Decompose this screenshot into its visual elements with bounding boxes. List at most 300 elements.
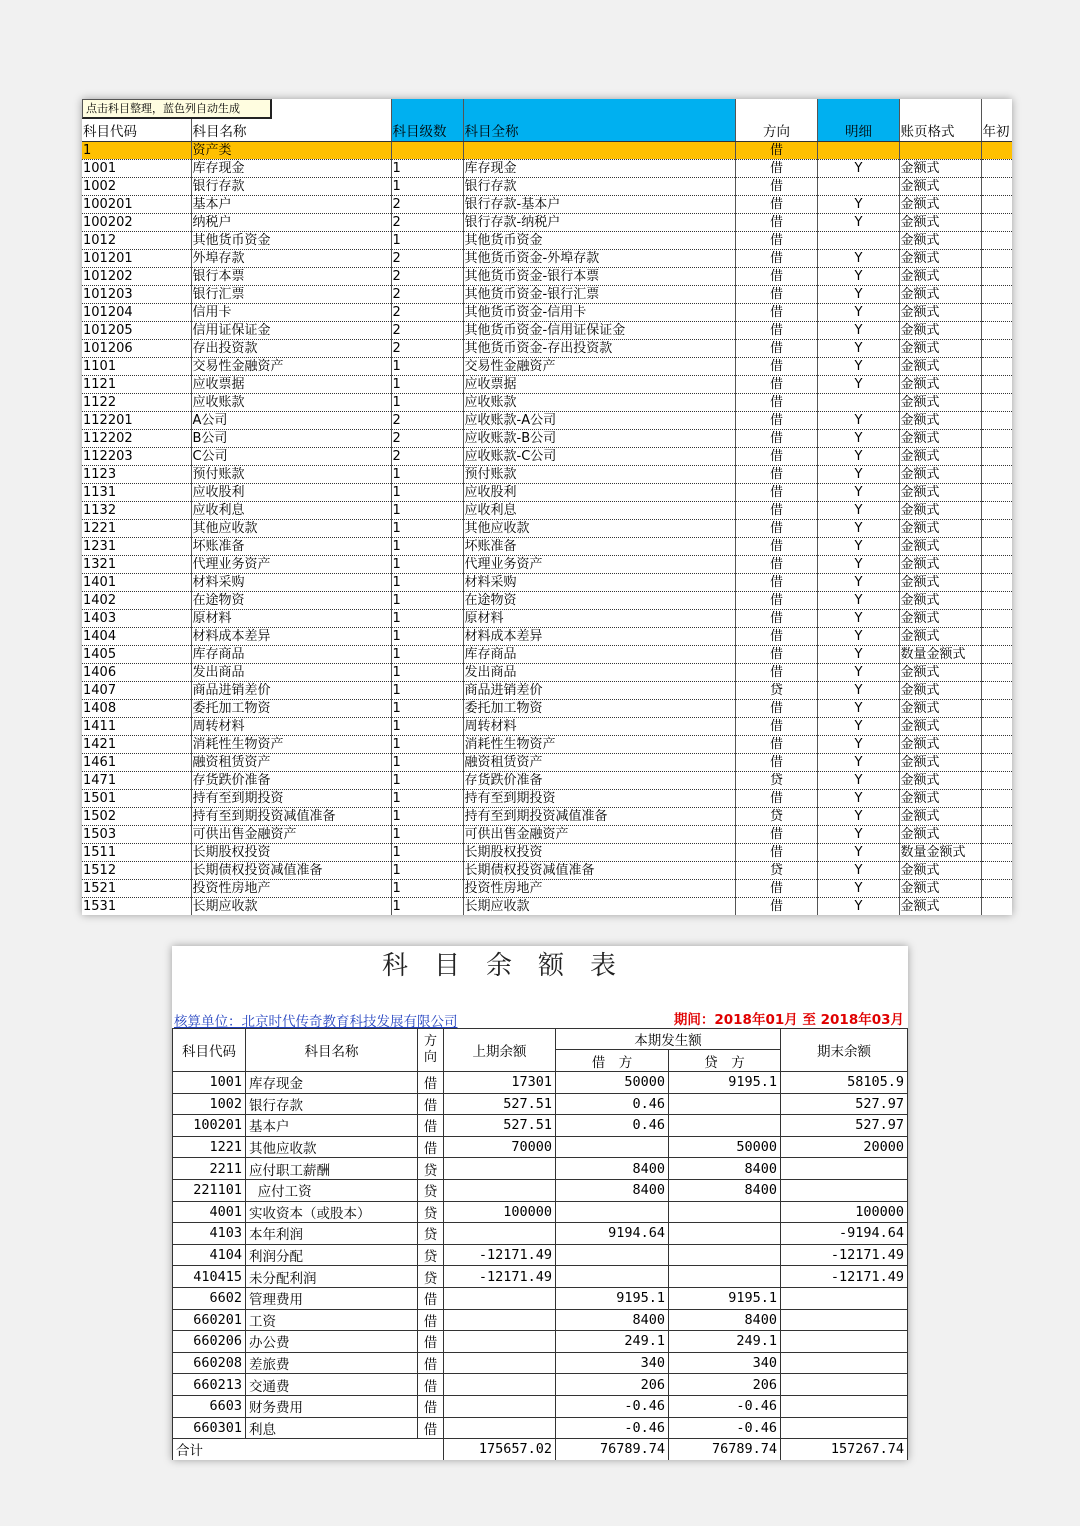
header-debit[interactable]: 借 方 [556,1050,669,1072]
cell-year-start[interactable] [981,879,1012,897]
cell-direction[interactable]: 借 [735,447,817,465]
cell-level[interactable]: 1 [391,879,463,897]
cell-name[interactable]: 外埠存款 [191,249,391,267]
cell-direction[interactable]: 借 [735,177,817,195]
cell-end-balance[interactable] [781,1352,908,1374]
cell-ledger-format[interactable]: 金额式 [899,447,981,465]
cell-prev-balance[interactable] [444,1309,556,1331]
cell-direction[interactable]: 借 [418,1417,444,1439]
cell-end-balance[interactable]: 20000 [781,1136,908,1158]
cell-direction[interactable]: 借 [735,339,817,357]
cell-detail[interactable]: Y [817,285,899,303]
cell-direction[interactable]: 借 [735,159,817,177]
cell-code[interactable]: 1132 [82,501,191,519]
cell-level[interactable]: 1 [391,771,463,789]
cell-full-name[interactable]: 其他应收款 [463,519,735,537]
cell-year-start[interactable] [981,249,1012,267]
cell-name[interactable]: 预付账款 [191,465,391,483]
cell-ledger-format[interactable]: 金额式 [899,627,981,645]
cell-full-name[interactable]: 应收账款-A公司 [463,411,735,429]
cell-ledger-format[interactable]: 数量金额式 [899,843,981,861]
cell-level[interactable]: 1 [391,375,463,393]
cell-level[interactable]: 1 [391,735,463,753]
cell-name[interactable]: 融资租赁资产 [191,753,391,771]
total-prev-balance[interactable]: 175657.02 [444,1439,556,1460]
cell-prev-balance[interactable]: 100000 [444,1201,556,1223]
cell-prev-balance[interactable]: -12171.49 [444,1244,556,1266]
cell-ledger-format[interactable]: 金额式 [899,429,981,447]
cell-detail[interactable]: Y [817,879,899,897]
cell-level[interactable]: 1 [391,825,463,843]
cell-code[interactable]: 1408 [82,699,191,717]
cell-level[interactable]: 1 [391,483,463,501]
cell-debit[interactable]: 9194.64 [556,1223,669,1245]
header-direction[interactable]: 方向 [735,99,817,141]
cell-year-start[interactable] [981,573,1012,591]
header-credit[interactable]: 贷 方 [669,1050,781,1072]
cell-ledger-format[interactable] [899,141,981,159]
cell-code[interactable]: 112202 [82,429,191,447]
cell-detail[interactable]: Y [817,447,899,465]
cell-prev-balance[interactable] [444,1352,556,1374]
cell-ledger-format[interactable]: 金额式 [899,609,981,627]
cell-detail[interactable]: Y [817,663,899,681]
cell-ledger-format[interactable]: 金额式 [899,789,981,807]
cell-direction[interactable]: 借 [735,519,817,537]
cell-detail[interactable]: Y [817,375,899,393]
cell-code[interactable]: 4103 [173,1223,246,1245]
cell-full-name[interactable]: 融资租赁资产 [463,753,735,771]
cell-year-start[interactable] [981,141,1012,159]
cell-level[interactable]: 1 [391,357,463,375]
cell-direction[interactable]: 借 [735,321,817,339]
cell-detail[interactable]: Y [817,573,899,591]
cell-full-name[interactable]: 持有至到期投资减值准备 [463,807,735,825]
cell-level[interactable]: 2 [391,303,463,321]
cell-direction[interactable]: 借 [418,1309,444,1331]
cell-year-start[interactable] [981,771,1012,789]
cell-credit[interactable]: 9195.1 [669,1072,781,1094]
cell-direction[interactable]: 借 [735,699,817,717]
cell-debit[interactable]: 8400 [556,1309,669,1331]
cell-full-name[interactable]: 应收账款-B公司 [463,429,735,447]
cell-code[interactable]: 2211 [173,1158,246,1180]
cell-code[interactable]: 101202 [82,267,191,285]
cell-full-name[interactable]: 长期应收款 [463,897,735,915]
cell-name[interactable]: 发出商品 [191,663,391,681]
cell-full-name[interactable]: 持有至到期投资 [463,789,735,807]
cell-ledger-format[interactable]: 金额式 [899,591,981,609]
cell-level[interactable]: 2 [391,285,463,303]
cell-code[interactable]: 1402 [82,591,191,609]
cell-full-name[interactable]: 其他货币资金 [463,231,735,249]
cell-prev-balance[interactable] [444,1158,556,1180]
cell-level[interactable]: 1 [391,465,463,483]
cell-year-start[interactable] [981,897,1012,915]
cell-name[interactable]: 管理费用 [246,1287,418,1309]
cell-name[interactable]: 信用证保证金 [191,321,391,339]
cell-year-start[interactable] [981,789,1012,807]
cell-end-balance[interactable] [781,1417,908,1439]
cell-ledger-format[interactable]: 数量金额式 [899,645,981,663]
cell-year-start[interactable] [981,159,1012,177]
cell-direction[interactable]: 借 [735,195,817,213]
cell-name[interactable]: 其他应收款 [191,519,391,537]
cell-level[interactable]: 1 [391,663,463,681]
cell-full-name[interactable]: 交易性金融资产 [463,357,735,375]
cell-code[interactable]: 4001 [173,1201,246,1223]
cell-code[interactable]: 1401 [82,573,191,591]
cell-level[interactable]: 2 [391,429,463,447]
cell-name[interactable]: 应收股利 [191,483,391,501]
cell-full-name[interactable]: 可供出售金融资产 [463,825,735,843]
cell-code[interactable]: 112203 [82,447,191,465]
cell-year-start[interactable] [981,681,1012,699]
cell-year-start[interactable] [981,195,1012,213]
cell-direction[interactable]: 借 [735,501,817,519]
cell-name[interactable]: 其他应收款 [246,1136,418,1158]
cell-level[interactable]: 2 [391,411,463,429]
header-name[interactable]: 科目名称 [191,99,391,141]
cell-level[interactable]: 2 [391,447,463,465]
cell-code[interactable]: 1131 [82,483,191,501]
cell-ledger-format[interactable]: 金额式 [899,735,981,753]
cell-ledger-format[interactable]: 金额式 [899,807,981,825]
cell-full-name[interactable]: 存货跌价准备 [463,771,735,789]
cell-code[interactable]: 1001 [82,159,191,177]
cell-year-start[interactable] [981,825,1012,843]
cell-ledger-format[interactable]: 金额式 [899,717,981,735]
cell-name[interactable]: 交通费 [246,1374,418,1396]
cell-direction[interactable]: 贷 [418,1266,444,1288]
cell-year-start[interactable] [981,267,1012,285]
cell-credit[interactable]: 8400 [669,1158,781,1180]
cell-name[interactable]: 信用卡 [191,303,391,321]
cell-name[interactable]: 可供出售金融资产 [191,825,391,843]
cell-direction[interactable]: 贷 [418,1201,444,1223]
cell-end-balance[interactable]: -9194.64 [781,1223,908,1245]
cell-name[interactable]: A公司 [191,411,391,429]
cell-direction[interactable]: 借 [735,591,817,609]
cell-level[interactable]: 1 [391,537,463,555]
cell-level[interactable]: 1 [391,159,463,177]
cell-direction[interactable]: 借 [418,1115,444,1137]
header-ledger-format[interactable]: 账页格式 [899,99,981,141]
cell-name[interactable]: 财务费用 [246,1395,418,1417]
cell-debit[interactable]: 249.1 [556,1331,669,1353]
cell-name[interactable]: 未分配利润 [246,1266,418,1288]
cell-prev-balance[interactable] [444,1417,556,1439]
cell-ledger-format[interactable]: 金额式 [899,213,981,231]
cell-level[interactable]: 1 [391,627,463,645]
cell-ledger-format[interactable]: 金额式 [899,897,981,915]
cell-full-name[interactable]: 坏账准备 [463,537,735,555]
cell-ledger-format[interactable]: 金额式 [899,411,981,429]
cell-code[interactable]: 1101 [82,357,191,375]
cell-full-name[interactable]: 银行存款-纳税户 [463,213,735,231]
cell-year-start[interactable] [981,717,1012,735]
cell-detail[interactable]: Y [817,519,899,537]
cell-ledger-format[interactable]: 金额式 [899,339,981,357]
cell-detail[interactable]: Y [817,753,899,771]
cell-code[interactable]: 6603 [173,1395,246,1417]
cell-full-name[interactable]: 其他货币资金-银行本票 [463,267,735,285]
cell-name[interactable]: C公司 [191,447,391,465]
cell-full-name[interactable]: 委托加工物资 [463,699,735,717]
cell-direction[interactable]: 借 [418,1374,444,1396]
cell-direction[interactable]: 借 [418,1352,444,1374]
cell-detail[interactable]: Y [817,861,899,879]
cell-code[interactable]: 1403 [82,609,191,627]
cell-direction[interactable]: 借 [735,789,817,807]
cell-detail[interactable] [817,177,899,195]
cell-detail[interactable]: Y [817,537,899,555]
cell-full-name[interactable]: 库存商品 [463,645,735,663]
cell-direction[interactable]: 借 [418,1072,444,1094]
cell-direction[interactable]: 借 [418,1395,444,1417]
cell-detail[interactable]: Y [817,555,899,573]
cell-level[interactable]: 1 [391,555,463,573]
cell-direction[interactable]: 贷 [735,807,817,825]
cell-code[interactable]: 1501 [82,789,191,807]
cell-year-start[interactable] [981,429,1012,447]
cell-code[interactable]: 660213 [173,1374,246,1396]
cell-name[interactable]: 坏账准备 [191,537,391,555]
cell-code[interactable]: 1503 [82,825,191,843]
cell-year-start[interactable] [981,861,1012,879]
cell-end-balance[interactable]: 100000 [781,1201,908,1223]
cell-credit[interactable]: 8400 [669,1309,781,1331]
cell-name[interactable]: 库存现金 [191,159,391,177]
cell-code[interactable]: 1121 [82,375,191,393]
cell-detail[interactable]: Y [817,897,899,915]
cell-detail[interactable] [817,393,899,411]
cell-direction[interactable]: 贷 [418,1223,444,1245]
cell-ledger-format[interactable]: 金额式 [899,753,981,771]
cell-full-name[interactable]: 其他货币资金-银行汇票 [463,285,735,303]
cell-detail[interactable]: Y [817,825,899,843]
cell-direction[interactable]: 借 [735,609,817,627]
cell-year-start[interactable] [981,735,1012,753]
cell-end-balance[interactable]: 527.97 [781,1093,908,1115]
cell-detail[interactable]: Y [817,735,899,753]
cell-year-start[interactable] [981,231,1012,249]
cell-end-balance[interactable] [781,1331,908,1353]
cell-detail[interactable]: Y [817,699,899,717]
cell-detail[interactable]: Y [817,843,899,861]
cell-debit[interactable] [556,1244,669,1266]
cell-direction[interactable]: 借 [735,717,817,735]
total-end-balance[interactable]: 157267.74 [781,1439,908,1460]
cell-year-start[interactable] [981,627,1012,645]
cell-full-name[interactable]: 应收利息 [463,501,735,519]
cell-level[interactable]: 1 [391,681,463,699]
cell-full-name[interactable]: 周转材料 [463,717,735,735]
cell-code[interactable]: 1404 [82,627,191,645]
cell-code[interactable]: 1512 [82,861,191,879]
cell-full-name[interactable]: 应收账款 [463,393,735,411]
cell-name[interactable]: 应收账款 [191,393,391,411]
cell-credit[interactable]: 50000 [669,1136,781,1158]
cell-detail[interactable]: Y [817,591,899,609]
cell-year-start[interactable] [981,843,1012,861]
cell-level[interactable]: 2 [391,213,463,231]
cell-detail[interactable]: Y [817,321,899,339]
cell-debit[interactable]: 0.46 [556,1093,669,1115]
cell-end-balance[interactable] [781,1395,908,1417]
cell-name[interactable]: 库存商品 [191,645,391,663]
cell-ledger-format[interactable]: 金额式 [899,375,981,393]
cell-detail[interactable]: Y [817,429,899,447]
cell-detail[interactable]: Y [817,267,899,285]
cell-year-start[interactable] [981,519,1012,537]
cell-direction[interactable]: 借 [735,213,817,231]
cell-full-name[interactable]: 预付账款 [463,465,735,483]
cell-direction[interactable]: 借 [735,411,817,429]
cell-end-balance[interactable] [781,1158,908,1180]
header-detail[interactable]: 明细 [817,99,899,141]
cell-direction[interactable]: 借 [735,627,817,645]
cell-code[interactable]: 1521 [82,879,191,897]
cell-year-start[interactable] [981,645,1012,663]
cell-credit[interactable]: -0.46 [669,1395,781,1417]
cell-code[interactable]: 1502 [82,807,191,825]
cell-debit[interactable]: 50000 [556,1072,669,1094]
cell-direction[interactable]: 借 [735,483,817,501]
cell-code[interactable]: 101206 [82,339,191,357]
cell-detail[interactable]: Y [817,645,899,663]
cell-name[interactable]: 在途物资 [191,591,391,609]
cell-name[interactable]: 消耗性生物资产 [191,735,391,753]
header-prev-balance[interactable]: 上期余额 [444,1029,556,1072]
cell-year-start[interactable] [981,339,1012,357]
cell-direction[interactable]: 借 [735,141,817,159]
cell-full-name[interactable]: 银行存款-基本户 [463,195,735,213]
cell-direction[interactable]: 借 [735,429,817,447]
cell-full-name[interactable]: 其他货币资金-信用证保证金 [463,321,735,339]
cell-ledger-format[interactable]: 金额式 [899,879,981,897]
cell-direction[interactable]: 借 [418,1136,444,1158]
cell-direction[interactable]: 贷 [418,1179,444,1201]
cell-direction[interactable]: 贷 [735,771,817,789]
cell-code[interactable]: 1002 [173,1093,246,1115]
cell-direction[interactable]: 借 [735,303,817,321]
cell-year-start[interactable] [981,609,1012,627]
cell-detail[interactable]: Y [817,771,899,789]
cell-debit[interactable] [556,1201,669,1223]
cell-full-name[interactable]: 材料采购 [463,573,735,591]
cell-name[interactable]: 存出投资款 [191,339,391,357]
cell-name[interactable]: 纳税户 [191,213,391,231]
cell-ledger-format[interactable]: 金额式 [899,159,981,177]
cell-full-name[interactable]: 材料成本差异 [463,627,735,645]
cell-ledger-format[interactable]: 金额式 [899,195,981,213]
cell-code[interactable]: 660201 [173,1309,246,1331]
cell-year-start[interactable] [981,303,1012,321]
cell-debit[interactable] [556,1266,669,1288]
cell-direction[interactable]: 借 [735,231,817,249]
cell-full-name[interactable]: 其他货币资金-外埠存款 [463,249,735,267]
cell-level[interactable]: 1 [391,861,463,879]
organize-accounts-button[interactable]: 点击科目整理，蓝色列自动生成 [82,99,272,119]
cell-direction[interactable]: 借 [735,465,817,483]
cell-level[interactable]: 1 [391,591,463,609]
cell-direction[interactable]: 借 [735,537,817,555]
cell-ledger-format[interactable]: 金额式 [899,537,981,555]
cell-code[interactable]: 1321 [82,555,191,573]
cell-direction[interactable]: 借 [735,663,817,681]
cell-detail[interactable]: Y [817,303,899,321]
header-code[interactable]: 科目代码 [173,1029,246,1072]
cell-full-name[interactable]: 长期股权投资 [463,843,735,861]
cell-direction[interactable]: 贷 [418,1158,444,1180]
cell-name[interactable]: 利润分配 [246,1244,418,1266]
cell-name[interactable]: 银行存款 [191,177,391,195]
cell-prev-balance[interactable]: 527.51 [444,1093,556,1115]
cell-name[interactable]: 材料成本差异 [191,627,391,645]
cell-direction[interactable]: 借 [735,753,817,771]
cell-year-start[interactable] [981,213,1012,231]
cell-direction[interactable]: 借 [735,285,817,303]
cell-detail[interactable]: Y [817,213,899,231]
cell-detail[interactable] [817,141,899,159]
cell-prev-balance[interactable]: 527.51 [444,1115,556,1137]
cell-year-start[interactable] [981,483,1012,501]
cell-ledger-format[interactable]: 金额式 [899,267,981,285]
cell-full-name[interactable]: 应收股利 [463,483,735,501]
cell-full-name[interactable]: 原材料 [463,609,735,627]
cell-credit[interactable]: -0.46 [669,1417,781,1439]
cell-code[interactable]: 1122 [82,393,191,411]
cell-direction[interactable]: 借 [735,645,817,663]
cell-prev-balance[interactable] [444,1287,556,1309]
cell-year-start[interactable] [981,285,1012,303]
cell-ledger-format[interactable]: 金额式 [899,681,981,699]
cell-full-name[interactable]: 长期债权投资减值准备 [463,861,735,879]
cell-ledger-format[interactable]: 金额式 [899,555,981,573]
cell-full-name[interactable]: 商品进销差价 [463,681,735,699]
cell-direction[interactable]: 借 [735,879,817,897]
cell-direction[interactable]: 借 [418,1093,444,1115]
cell-detail[interactable]: Y [817,357,899,375]
cell-name[interactable]: 银行汇票 [191,285,391,303]
cell-name[interactable]: 长期债权投资减值准备 [191,861,391,879]
cell-direction[interactable]: 借 [735,735,817,753]
cell-code[interactable]: 101204 [82,303,191,321]
header-code[interactable]: 科目代码 [82,99,191,141]
cell-year-start[interactable] [981,555,1012,573]
cell-full-name[interactable]: 消耗性生物资产 [463,735,735,753]
cell-year-start[interactable] [981,807,1012,825]
cell-ledger-format[interactable]: 金额式 [899,699,981,717]
cell-ledger-format[interactable]: 金额式 [899,231,981,249]
cell-level[interactable] [391,141,463,159]
cell-code[interactable]: 1221 [82,519,191,537]
cell-full-name[interactable]: 库存现金 [463,159,735,177]
cell-end-balance[interactable] [781,1287,908,1309]
cell-code[interactable]: 101201 [82,249,191,267]
cell-ledger-format[interactable]: 金额式 [899,357,981,375]
cell-code[interactable]: 660206 [173,1331,246,1353]
cell-name[interactable]: 资产类 [191,141,391,159]
cell-ledger-format[interactable]: 金额式 [899,177,981,195]
cell-name[interactable]: 周转材料 [191,717,391,735]
cell-detail[interactable]: Y [817,195,899,213]
cell-name[interactable]: 应付工资 [246,1179,418,1201]
cell-ledger-format[interactable]: 金额式 [899,861,981,879]
cell-detail[interactable]: Y [817,807,899,825]
cell-detail[interactable]: Y [817,789,899,807]
